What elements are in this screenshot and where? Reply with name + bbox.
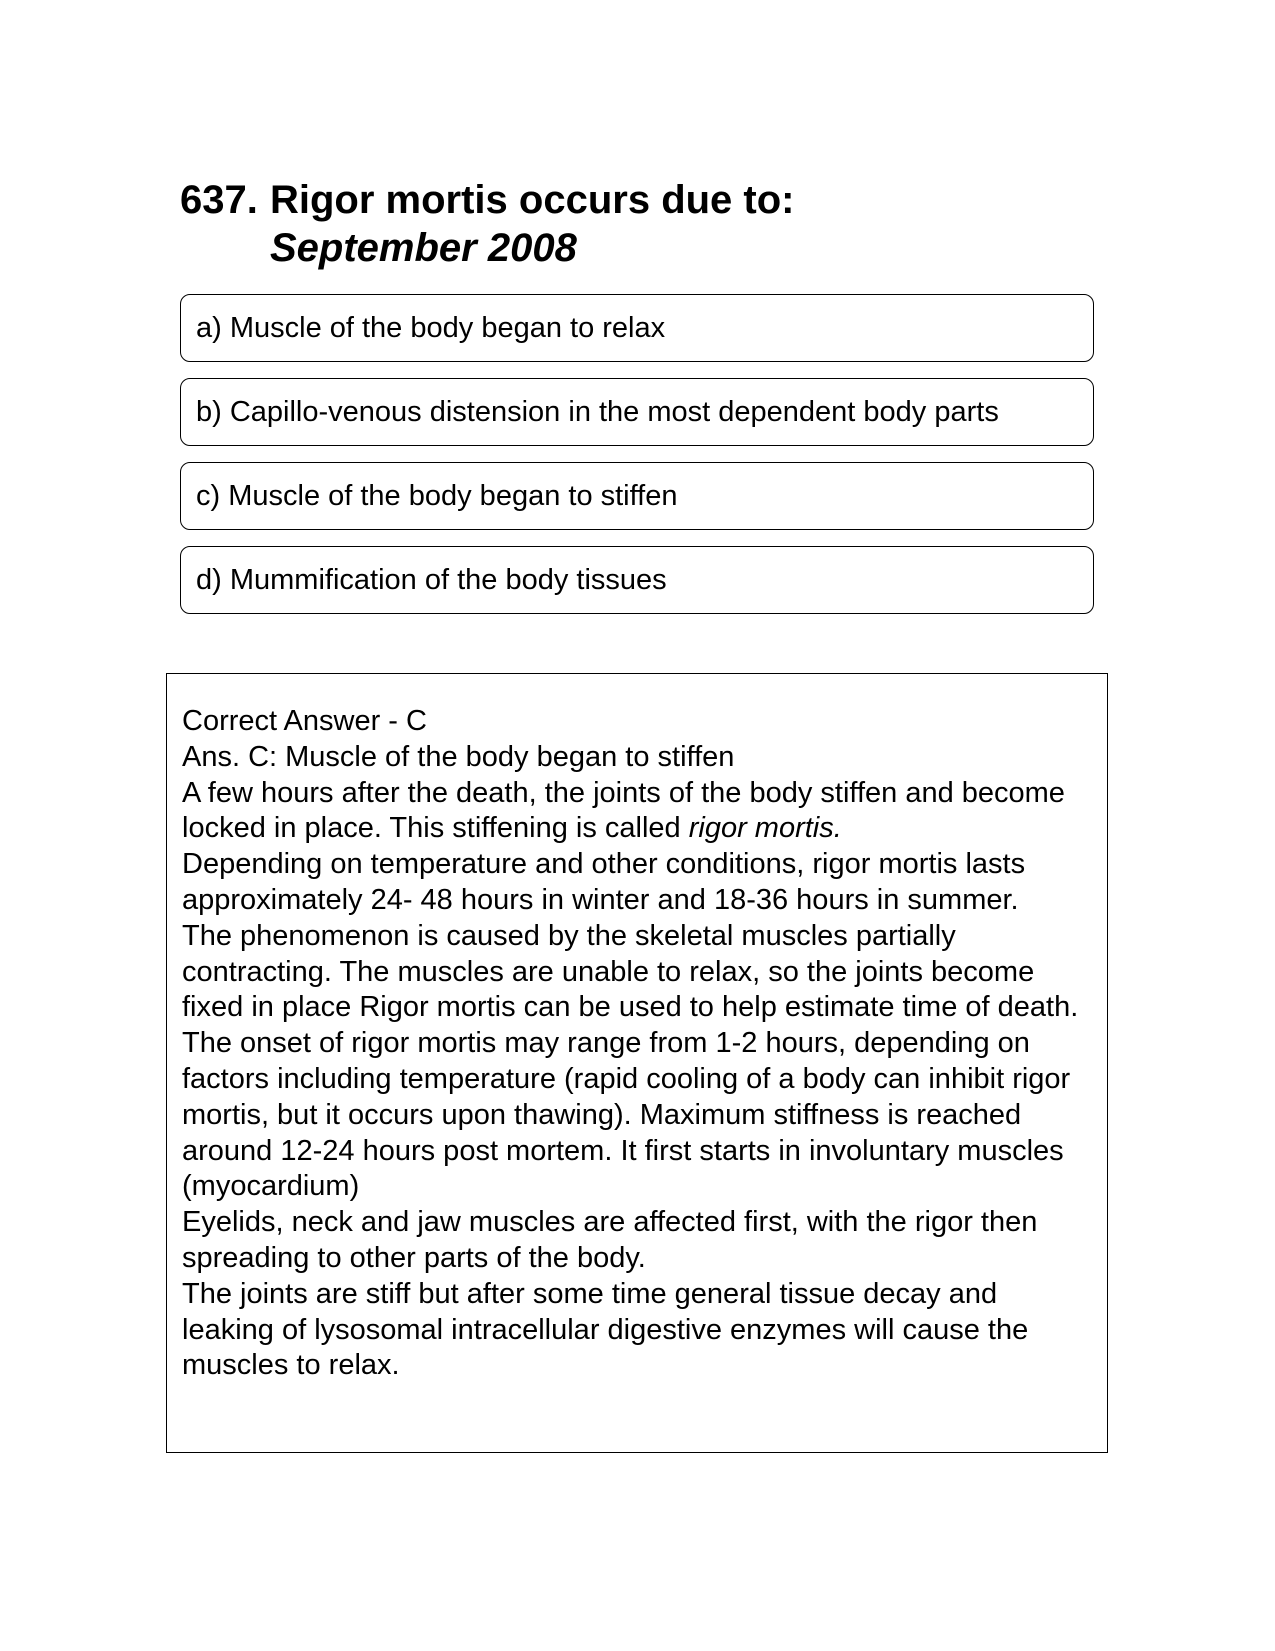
explanation-paragraph-3: The phenomenon is caused by the skeletal muscles partially contracting. The muscles are unable to relax, so the joints become fixed in place Rigor mortis can be used to help estimate time of death. [182, 919, 1079, 1024]
option-a[interactable]: a) Muscle of the body began to relax [180, 294, 1094, 362]
answer-options [180, 294, 1094, 630]
question-text-block [270, 176, 795, 272]
explanation-paragraph-4: The onset of rigor mortis may range from 1-2 hours, depending on factors including temperature (rapid cooling of a body can inhibit rigor mortis, but it occurs upon thawing). Maximum stiffness is reached around 12-24 hours post mortem. It first starts in involuntary muscles (myocardium) [182, 1027, 1071, 1203]
question-number: 637. [180, 178, 258, 222]
question-date: September 2008 [270, 226, 577, 270]
answer-line: Ans. C: Muscle of the body began to stiffen [182, 740, 735, 773]
explanation-paragraph-5: Eyelids, neck and jaw muscles are affected first, with the rigor then spreading to other parts of the body. [182, 1206, 1038, 1274]
correct-answer: Correct Answer - C [182, 705, 427, 737]
option-d[interactable]: d) Mummification of the body tissues [180, 546, 1094, 614]
rigor-mortis-term: rigor mortis. [688, 812, 842, 845]
question-text: Rigor mortis occurs due to: [270, 178, 795, 222]
answer-explanation-box [166, 673, 1108, 1453]
explanation-paragraph-6: The joints are stiff but after some time general tissue decay and leaking of lysosomal intracellular digestive enzymes will cause the muscles to relax. [182, 1277, 1029, 1382]
option-c[interactable]: c) Muscle of the body began to stiffen [180, 462, 1094, 530]
explanation-paragraph-2: Depending on temperature and other conditions, rigor mortis lasts approximately 24- 48 hours in winter and 18-36 hours in summer. [182, 848, 1026, 916]
option-b[interactable]: b) Capillo-venous distension in the most dependent body parts [180, 378, 1094, 446]
explanation-paragraph-1 [182, 776, 1092, 848]
explanation-text: A few hours after the death, the joints of the body stiffen and become locked in place. This stiffening is called [182, 776, 1065, 845]
